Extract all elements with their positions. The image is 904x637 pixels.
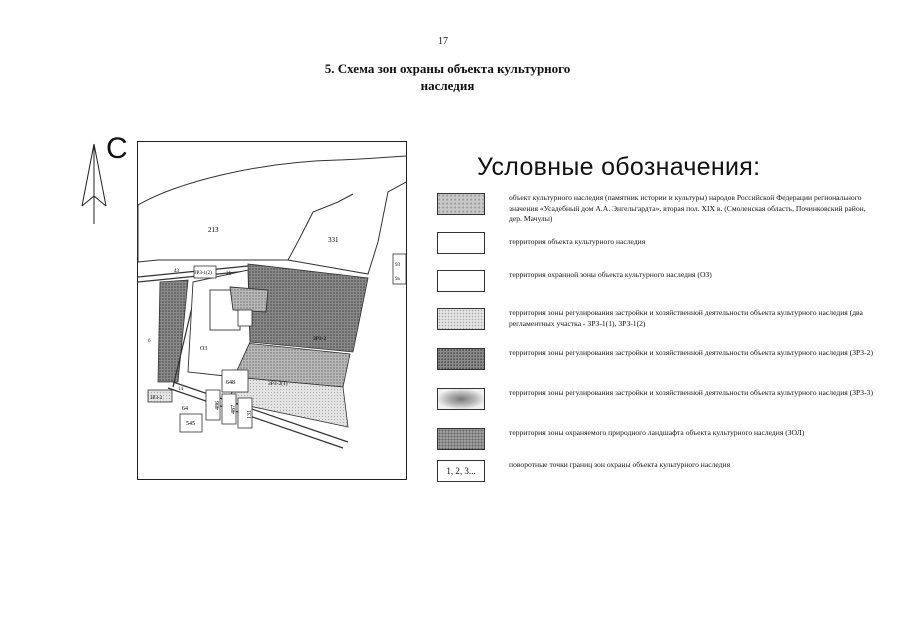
legend-swatch-zol <box>437 428 485 450</box>
legend-text: объект культурного наследия (памятник истории и культуры) народов Российской Федерации регионального значения «Усадебный дом А.А. Энгельгардта», вторая пол. XIX в. (Смоленская область, Починковский район, дер. Мачулы) <box>509 193 866 223</box>
map-label: О3 <box>200 346 208 352</box>
north-letter: С <box>106 132 128 165</box>
map-label: 648 <box>226 380 235 386</box>
parcel-boundary-331 <box>288 182 406 274</box>
map-drawing <box>138 142 406 479</box>
map-label: 213 <box>208 226 219 234</box>
map-label: 331 <box>328 236 339 244</box>
title-line-1: 5. Схема зон охраны объекта культурного <box>324 61 571 76</box>
legend-text: территория зоны регулирования застройки и хозяйственной деятельности объекта культурного наследия (два регламентных участка - ЗРЗ-1(1), ЗРЗ-1(2) <box>509 308 863 328</box>
building <box>238 310 252 326</box>
map-label: 486 <box>215 401 221 410</box>
map-label: 25 <box>226 272 231 277</box>
legend-swatch-territory <box>437 232 485 254</box>
legend-text: территория охранной зоны объекта культурного наследия (ОЗ) <box>509 270 712 279</box>
legend-swatch-zrz1 <box>437 308 485 330</box>
cultural-object <box>230 287 268 312</box>
map-label: ЗРЗ-1(2) <box>194 271 212 276</box>
map-label: ЗРЗ-2(1) <box>268 381 288 387</box>
map-label: 43 <box>174 269 179 274</box>
map-label: 131 <box>247 410 253 419</box>
map-label: 6 <box>148 339 151 344</box>
map-label: ЗРЗ-2 <box>313 336 327 342</box>
map-label: 64 <box>182 406 188 412</box>
legend-text: территория объекта культурного наследия <box>509 237 646 246</box>
zone-map <box>137 141 407 480</box>
document-title <box>250 60 645 94</box>
zone-zrz2-strip <box>158 280 188 382</box>
legend-text: территория зоны регулирования застройки и хозяйственной деятельности объекта культурного наследия (ЗРЗ-3) <box>509 388 873 397</box>
legend-text: поворотные точки границ зон охраны объекта культурного наследия <box>509 460 731 469</box>
river-bank <box>138 156 406 205</box>
legend-heading: Условные обозначения: <box>477 153 761 181</box>
map-label: 14 <box>178 387 183 392</box>
map-label: ЗРЗ-3 <box>150 396 163 401</box>
legend-swatch-oz <box>437 270 485 292</box>
map-label: 93 <box>395 263 400 268</box>
legend-swatch-zrz2 <box>437 348 485 370</box>
map-label: 9а <box>395 277 400 282</box>
parcel-boundary-213 <box>138 194 353 262</box>
page-number: 17 <box>438 36 448 47</box>
legend-text: территория зоны охраняемого природного ландшафта объекта культурного наследия (ЗОЛ) <box>509 428 805 437</box>
map-label: 487 <box>231 405 237 414</box>
map-label: 545 <box>186 421 195 427</box>
legend-swatch-zrz3 <box>437 388 485 410</box>
legend-swatch-object <box>437 193 485 215</box>
legend-swatch-points: 1, 2, 3... <box>437 460 485 482</box>
title-line-2: наследия <box>420 78 475 93</box>
legend-text: территория зоны регулирования застройки и хозяйственной деятельности объекта культурного наследия (ЗРЗ-2) <box>509 348 873 357</box>
